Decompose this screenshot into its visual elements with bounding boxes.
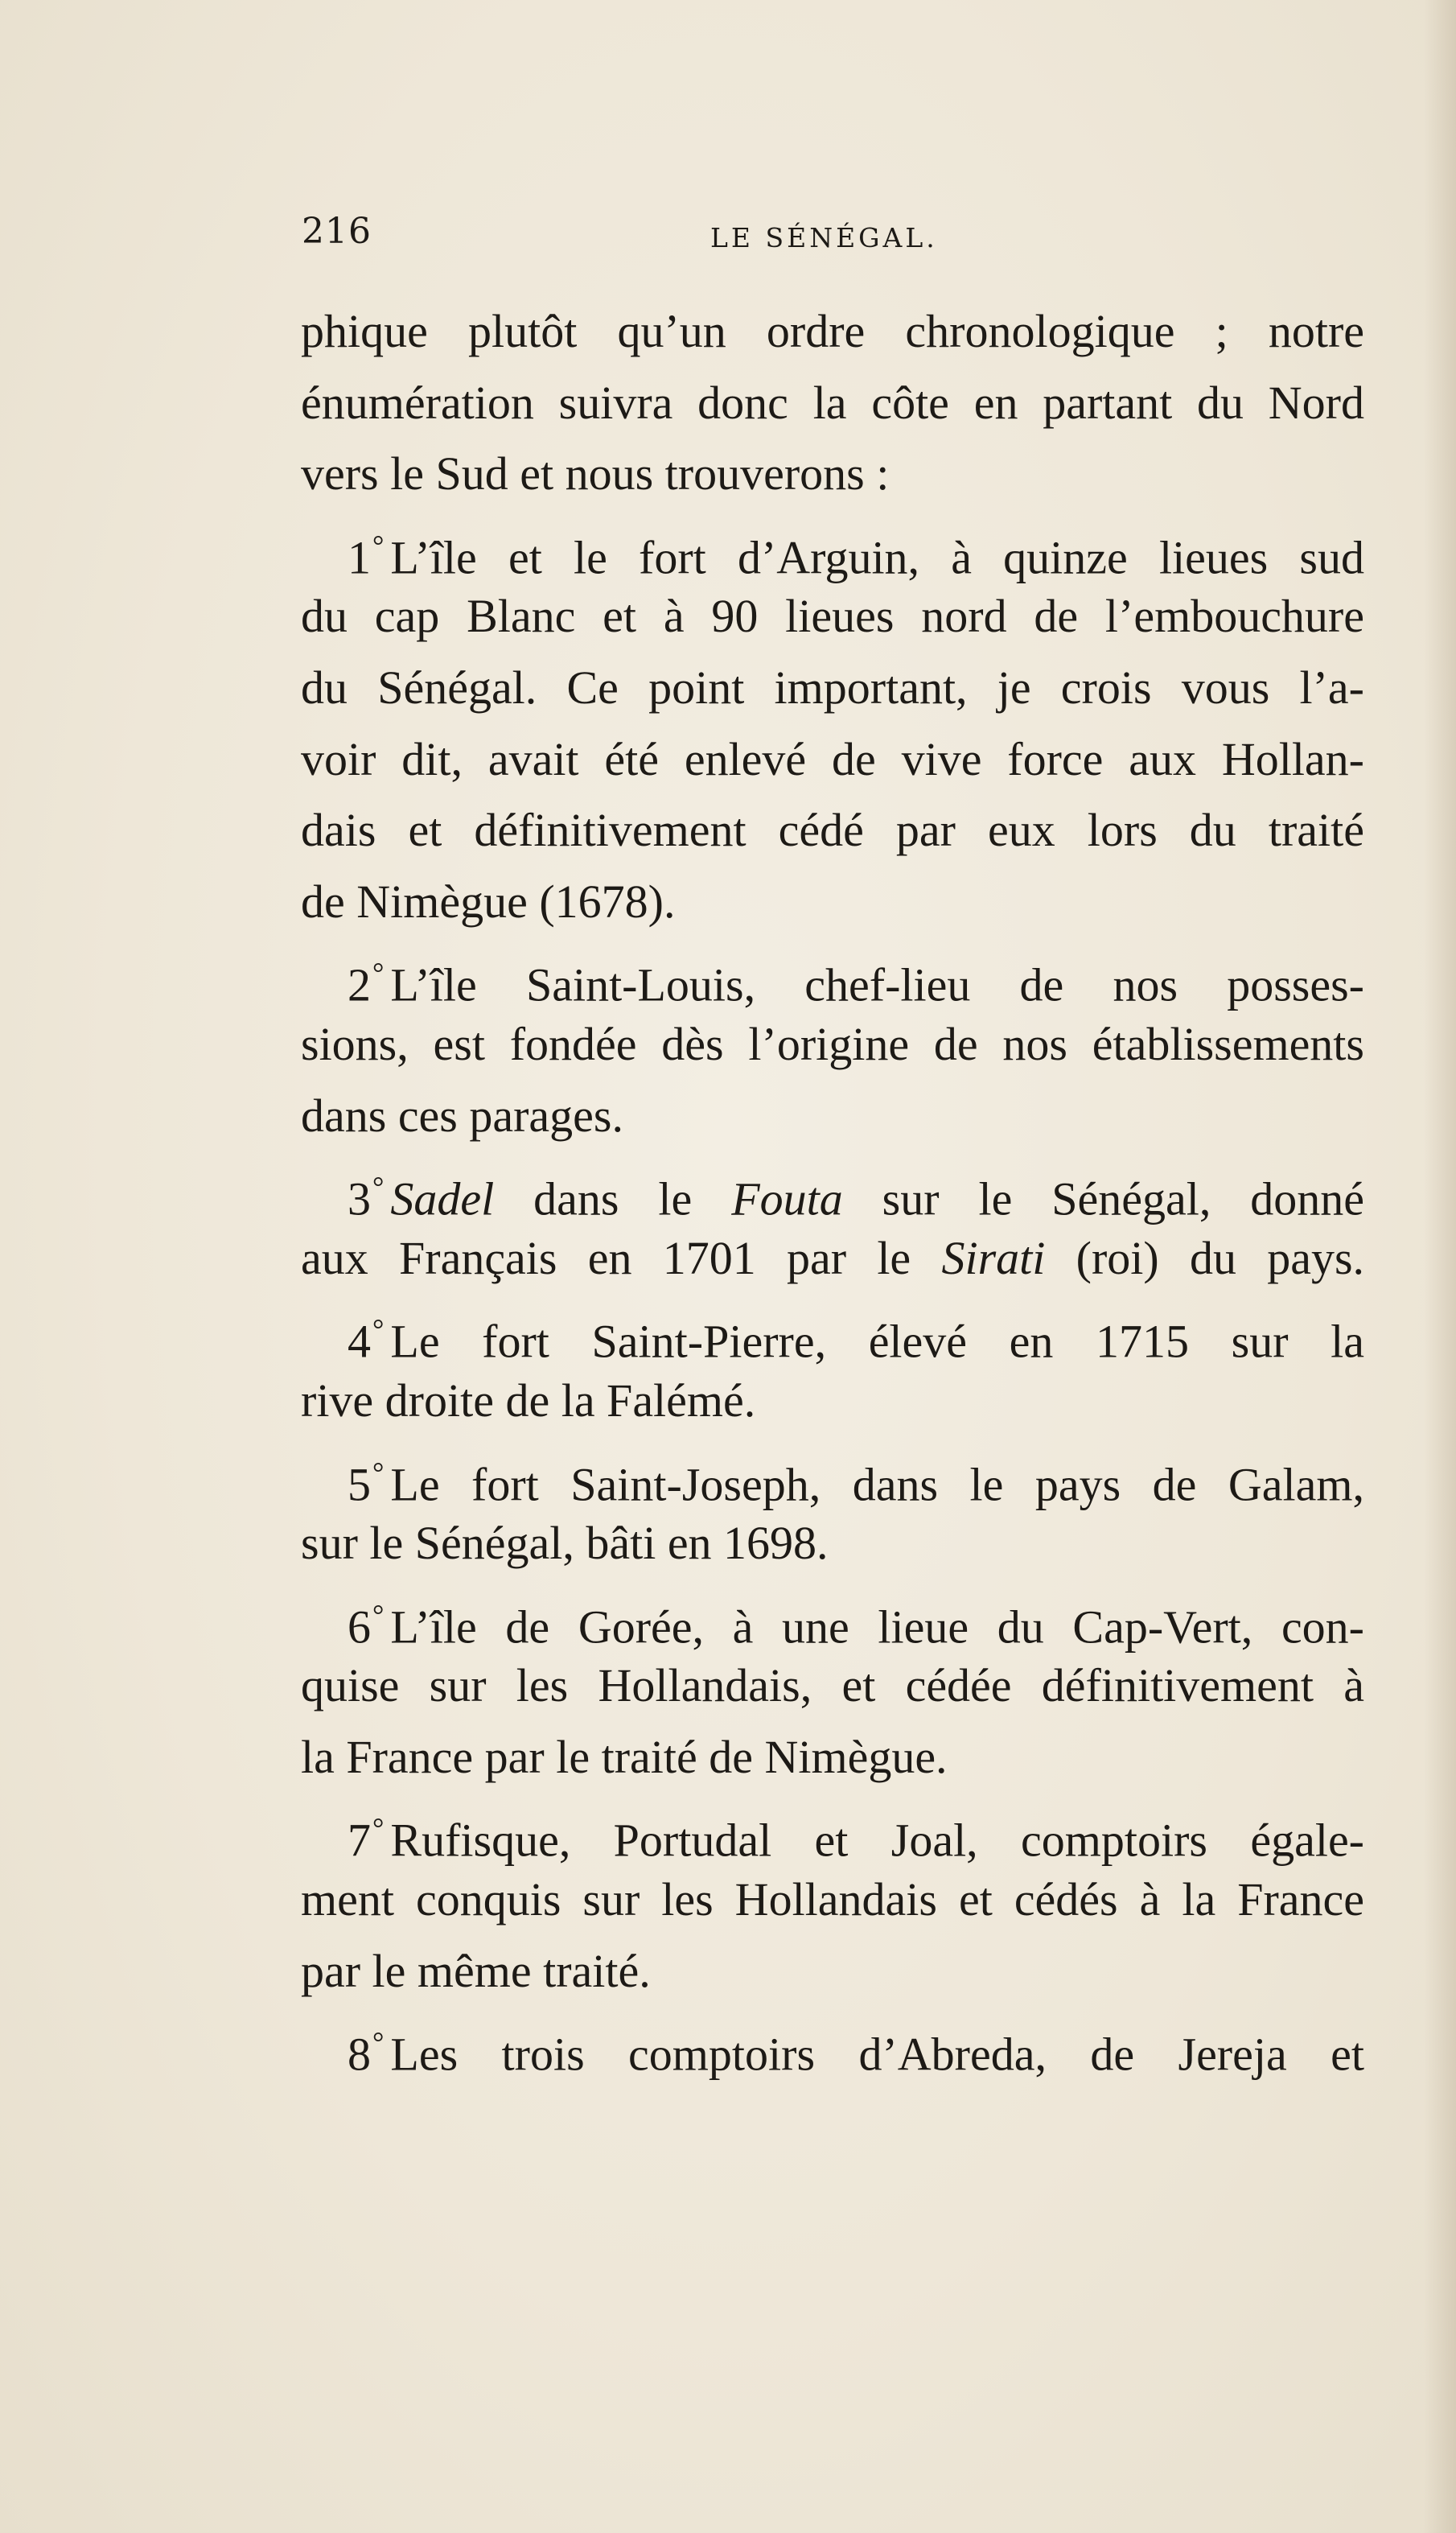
list-item-7: 7° Rufisque, Portudal et Joal, comptoirs égale- [348, 1812, 1364, 1867]
text-line: du Sénégal. Ce point important, je crois vous l’a- [301, 661, 1364, 714]
text-line: rive droite de la Falémé. [301, 1374, 756, 1427]
list-item-5: 5° Le fort Saint-Joseph, dans le pays de Galam, [348, 1456, 1364, 1510]
list-item-3: 3° Sadel dans le Fouta sur le Sénégal, donné [348, 1171, 1365, 1225]
page-header [302, 211, 1363, 267]
item-number: 7 [348, 1814, 371, 1867]
text-line: dais et définitivement cédé par eux lors du traité [301, 804, 1364, 857]
item-number: 5 [348, 1457, 371, 1510]
list-item-4: 4° Le fort Saint-Pierre, élevé en 1715 sur la [348, 1313, 1364, 1368]
degree-sign: ° [372, 529, 385, 562]
text-line: vers le Sud et nous trouverons : [301, 447, 890, 500]
list-item-1: 1° L’île et le fort d’Arguin, à quinze lieues sud [348, 529, 1364, 584]
degree-sign: ° [372, 957, 385, 990]
text-line: dans ces parages. [301, 1089, 623, 1142]
text-line: énumération suivra donc la côte en partant du Nord [301, 376, 1364, 429]
text-line: voir dit, avait été enlevé de vive force aux Hollan- [301, 732, 1364, 785]
item-number: 1 [348, 531, 371, 584]
page-edge-shadow [1424, 0, 1456, 2533]
text-line: la France par le traité de Nimègue. [301, 1730, 948, 1783]
text-line: sions, est fondée dès l’origine de nos établissements [301, 1017, 1364, 1070]
text-line: quise sur les Hollandais, et cédée définitivement à [301, 1659, 1364, 1712]
degree-sign: ° [372, 1456, 385, 1489]
degree-sign: ° [372, 1598, 385, 1631]
text-line: sur le Sénégal, bâti en 1698. [301, 1517, 829, 1570]
body-text [301, 296, 1365, 2081]
text-line: ment conquis sur les Hollandais et cédés à la France [301, 1873, 1364, 1926]
list-item-8: 8° Les trois comptoirs d’Abreda, de Jereja et [348, 2026, 1364, 2081]
item-number: 8 [348, 2028, 371, 2081]
degree-sign: ° [372, 1313, 385, 1346]
text-line: du cap Blanc et à 90 lieues nord de l’embouchure [301, 590, 1364, 643]
italic-place-name: Fouta [731, 1172, 843, 1225]
degree-sign: ° [372, 2026, 385, 2059]
italic-place-name: Sadel [390, 1172, 495, 1225]
text-line: phique plutôt qu’un ordre chronologique ; notre [301, 305, 1364, 357]
degree-sign: ° [372, 1812, 385, 1845]
italic-title: Sirati [941, 1231, 1046, 1284]
text-line: par le même traité. [301, 1944, 651, 1997]
list-item-6: 6° L’île de Gorée, à une lieue du Cap-Vert, con- [348, 1598, 1364, 1653]
item-number: 6 [348, 1600, 371, 1653]
text-line: de Nimègue (1678). [301, 875, 676, 928]
degree-sign: ° [372, 1171, 385, 1204]
running-title: LE SÉNÉGAL. [710, 222, 938, 253]
text-line: aux Français en 1701 par le Sirati (roi) du pays. [301, 1231, 1365, 1284]
item-number: 4 [348, 1315, 371, 1368]
list-item-2: 2° L’île Saint-Louis, chef-lieu de nos posses- [348, 957, 1364, 1011]
item-number: 3 [348, 1172, 371, 1225]
page-number: 216 [302, 211, 372, 252]
item-number: 2 [348, 958, 371, 1011]
